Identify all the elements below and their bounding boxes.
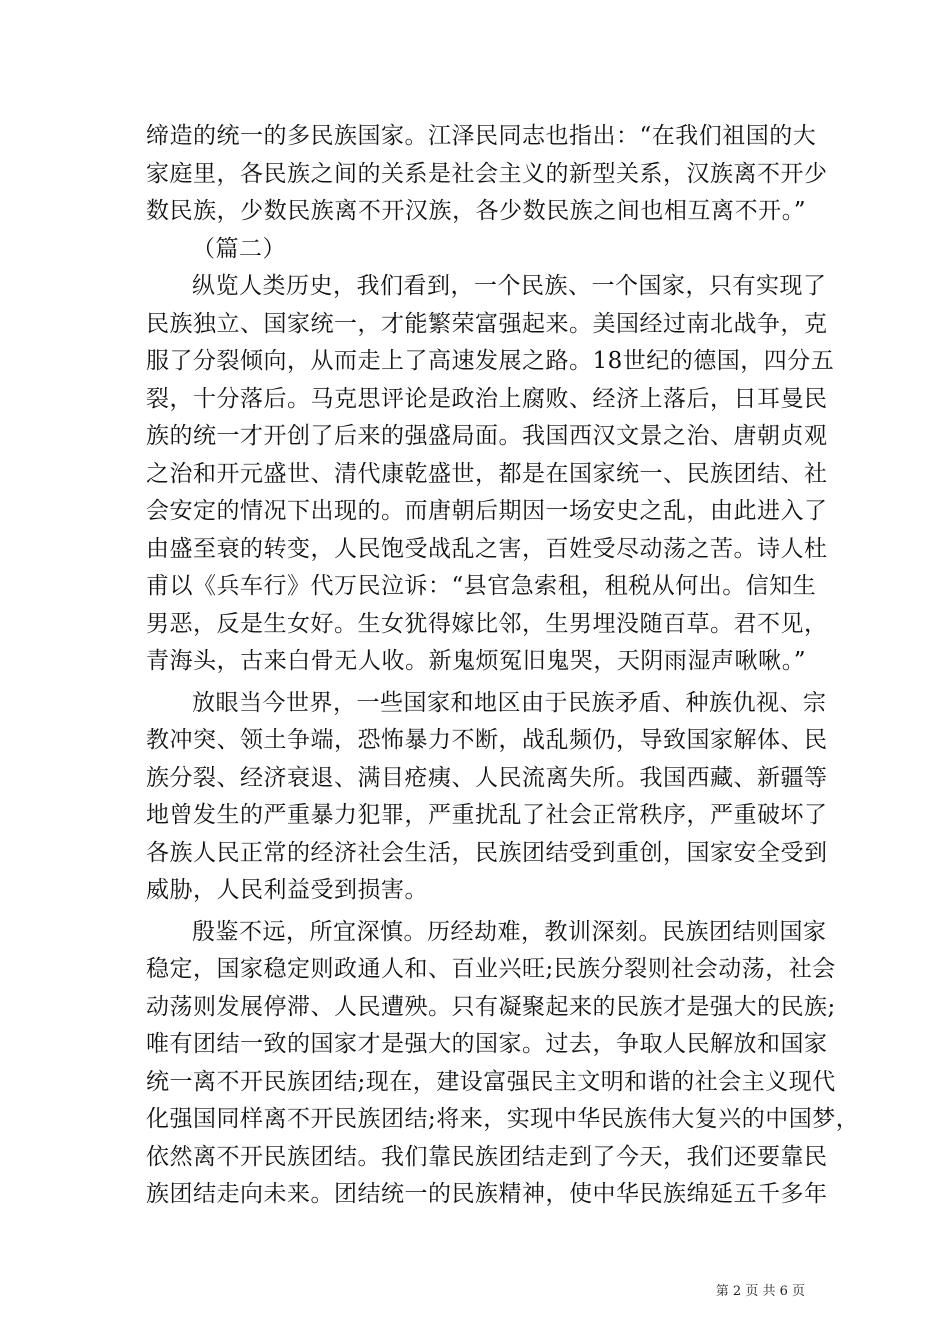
- text-line: 族团结走向未来。团结统一的民族精神，使中华民族绵延五千多年: [146, 1181, 828, 1207]
- text-line: 统一离不开民族团结;现在，建设富强民主文明和谐的社会主义现代: [146, 1068, 836, 1095]
- text-line: 青海头，古来白骨无人收。新鬼烦冤旧鬼哭，天阴雨湿声啾啾。”: [146, 648, 806, 674]
- text-line: （篇二）: [192, 235, 286, 262]
- text-line: 缔造的统一的多民族国家。江泽民同志也指出：“在我们祖国的大: [146, 123, 817, 149]
- text-line: 唯有团结一致的国家才是强大的国家。过去，争取人民解放和国家: [146, 1031, 828, 1057]
- paragraph: [146, 268, 835, 681]
- text-line: 服了分裂倾向，从而走上了高速发展之路。18世纪的德国，四分五: [146, 348, 835, 374]
- text-line: 会安定的情况下出现的。而唐朝后期因一场安史之乱，由此进入了: [146, 498, 828, 524]
- text-line: 族分裂、经济衰退、满目疮痍、人民流离失所。我国西藏、新疆等: [146, 764, 828, 791]
- document-body: [146, 118, 860, 1214]
- section-heading: [146, 231, 806, 269]
- text-line: 数民族，少数民族离不开汉族，各少数民族之间也相互离不开。”: [146, 198, 806, 224]
- text-line: 地曾发生的严重暴力犯罪，严重扰乱了社会正常秩序，严重破坏了: [146, 802, 828, 828]
- text-line: 男恶，反是生女好。生女犹得嫁比邻，生男埋没随百草。君不见，: [146, 610, 828, 637]
- paragraph: [146, 118, 828, 231]
- text-line: 之治和开元盛世、清代康乾盛世，都是在国家统一、民族团结、社: [146, 460, 828, 487]
- text-line: 家庭里，各民族之间的关系是社会主义的新型关系，汉族离不开少: [146, 160, 828, 187]
- page-number: 第 2 页 共 6 页: [715, 1284, 805, 1299]
- text-line: 动荡则发展停滞、人民遭殃。只有凝聚起来的民族才是强大的民族;: [146, 993, 836, 1020]
- text-line: 殷鉴不远，所宜深慎。历经劫难，教训深刻。民族团结则国家: [192, 918, 827, 945]
- text-line: 族的统一才开创了后来的强盛局面。我国西汉文景之治、唐朝贞观: [146, 423, 828, 449]
- text-line: 甫以《兵车行》代万民泣诉：“县官急索租，租税从何出。信知生: [146, 573, 817, 599]
- paragraph: [146, 914, 860, 1214]
- text-line: 威胁，人民利益受到损害。: [146, 877, 428, 903]
- text-line: 放眼当今世界，一些国家和地区由于民族矛盾、种族仇视、宗: [192, 689, 827, 716]
- paragraph: [146, 685, 828, 910]
- text-line: 教冲突、领土争端，恐怖暴力不断，战乱频仍，导致国家解体、民: [146, 727, 828, 753]
- text-line: 纵览人类历史，我们看到，一个民族、一个国家，只有实现了: [192, 273, 827, 299]
- text-line: 各族人民正常的经济社会生活，民族团结受到重创，国家安全受到: [146, 839, 828, 866]
- text-line: 稳定，国家稳定则政通人和、百业兴旺;民族分裂则社会动荡，社会: [146, 956, 836, 982]
- text-line: 化强国同样离不开民族团结;将来，实现中华民族伟大复兴的中国梦，: [146, 1106, 860, 1132]
- text-line: 由盛至衰的转变，人民饱受战乱之害，百姓受尽动荡之苦。诗人杜: [146, 535, 828, 562]
- text-line: 依然离不开民族团结。我们靠民族团结走到了今天，我们还要靠民: [146, 1143, 828, 1170]
- text-line: 裂，十分落后。马克思评论是政治上腐败、经济上落后，日耳曼民: [146, 385, 828, 412]
- text-line: 民族独立、国家统一，才能繁荣富强起来。美国经过南北战争，克: [146, 310, 828, 337]
